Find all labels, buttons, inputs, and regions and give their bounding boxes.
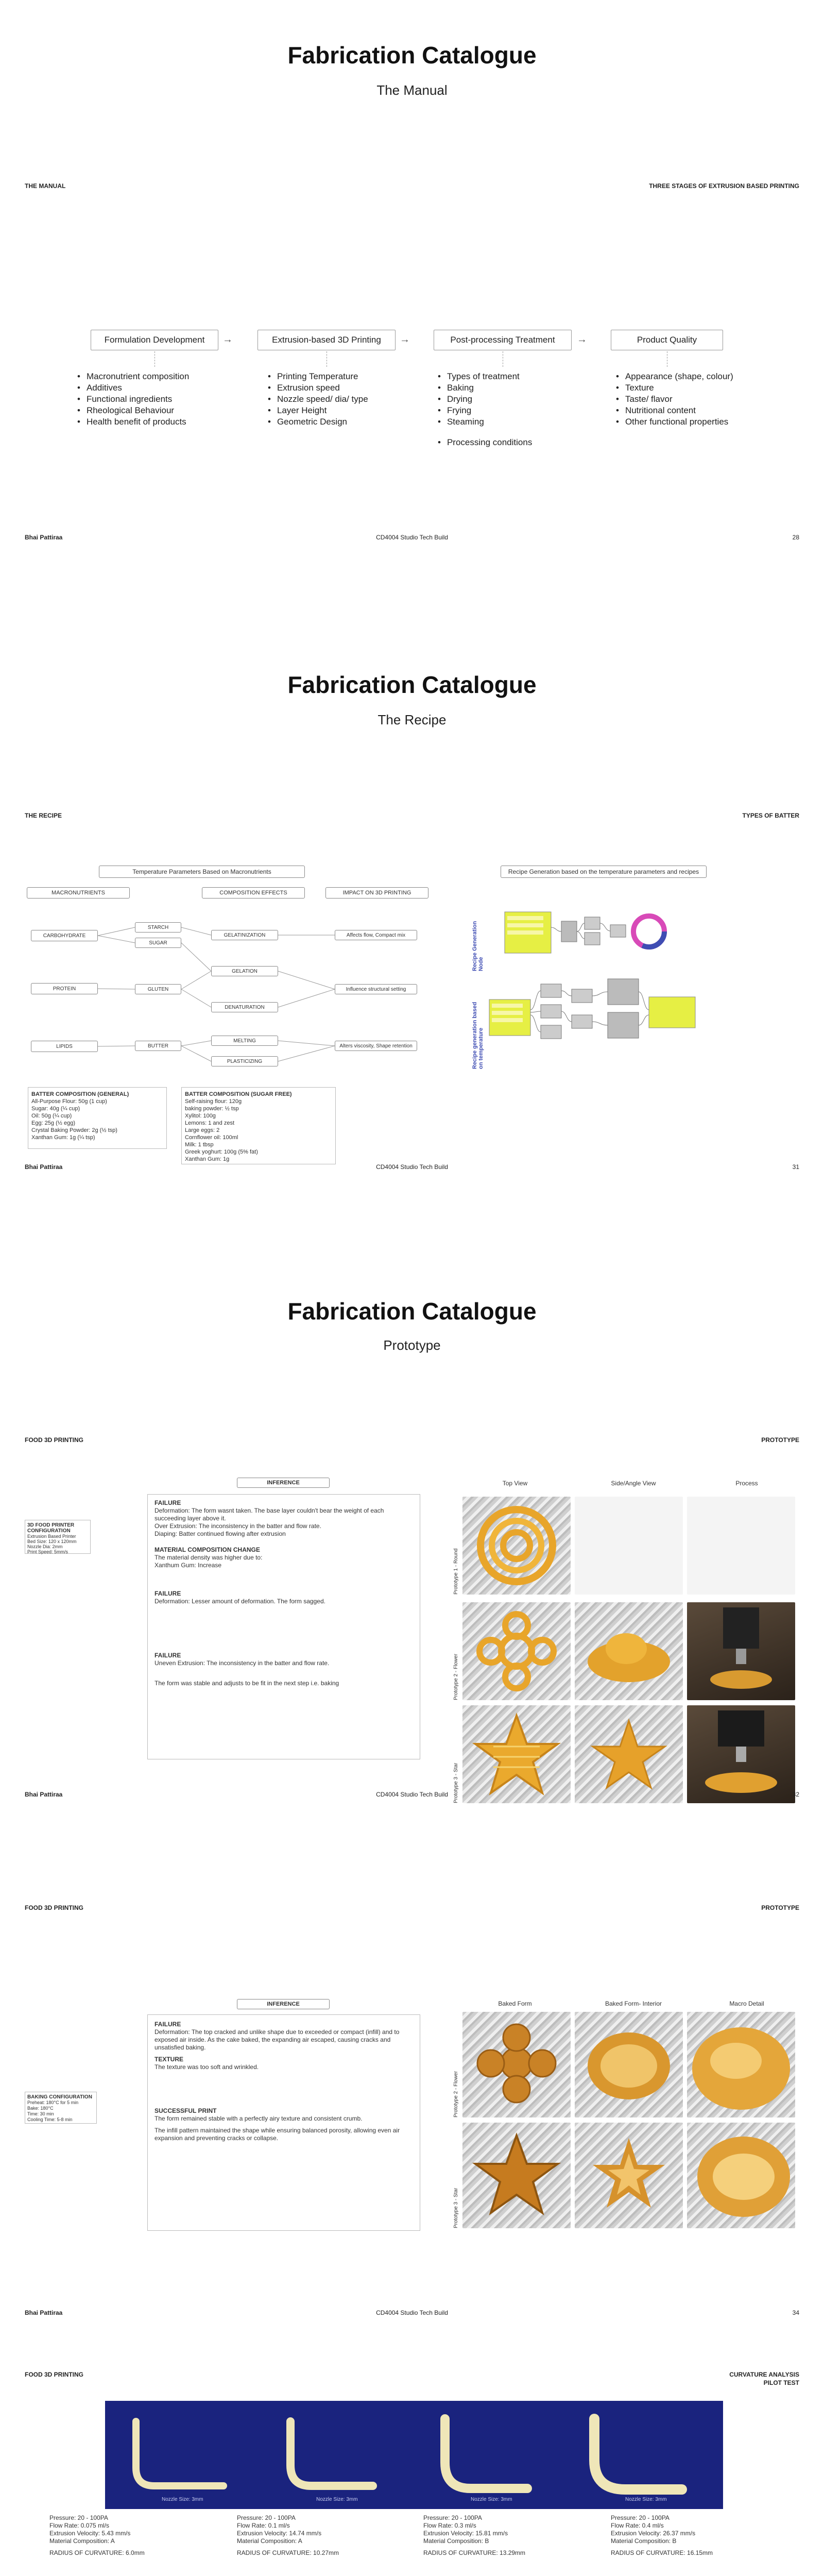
row-label: Prototype 3 - Star: [453, 1762, 459, 1803]
page5-corner-right2: PILOT TEST: [763, 2379, 799, 2386]
composition-line: Greek yoghurt: 100g (5% fat): [185, 1149, 258, 1155]
page5-corner-left: FOOD 3D PRINTING: [25, 2371, 84, 2378]
composition-line: Lemons: 1 and zest: [185, 1120, 235, 1126]
baked-photo: [575, 2012, 683, 2117]
panel-title-temperature: Temperature Parameters Based on Macronutrients: [99, 866, 305, 878]
config-line: Extrusion Based Printer: [27, 1534, 76, 1539]
config-line: Bed Size: 120 x 120mm: [27, 1539, 77, 1544]
page1-title: Fabrication Catalogue: [287, 42, 537, 69]
arrow-icon: →: [577, 334, 587, 345]
list-item: • Taste/ flavor: [616, 394, 733, 405]
note-text: The form remained stable with a perfectly airy texture and consistent crumb.: [154, 2115, 363, 2122]
column-header: Baked Form- Interior: [605, 2000, 662, 2007]
note-text: The material density was higher due to:: [154, 1554, 263, 1561]
macro-connectors: [0, 876, 443, 1082]
footer-author: Bhai Pattiraa: [25, 2309, 63, 2316]
photo-caption: Nozzle Size: 3mm: [625, 2497, 667, 2502]
stage-printing: [258, 330, 396, 350]
page3-title: Fabrication Catalogue: [287, 1298, 537, 1325]
spec-line: Extrusion Velocity: 14.74 mm/s: [237, 2530, 322, 2537]
footer-author: Bhai Pattiraa: [25, 534, 63, 541]
list-item: • Nutritional content: [616, 405, 733, 416]
list-item: • Additives: [77, 382, 189, 394]
page3-subtitle: Prototype: [383, 1337, 441, 1353]
spec-line: Pressure: 20 - 100PA: [423, 2514, 482, 2521]
list-item: • Geometric Design: [268, 416, 368, 428]
page1-corner-left: THE MANUAL: [25, 182, 66, 190]
composition-line: Xylitol: 100g: [185, 1113, 216, 1119]
stage-postprocess: [434, 330, 572, 350]
photo-caption: Nozzle Size: 3mm: [316, 2497, 358, 2502]
note-text: Diaping: Batter continued flowing after extrusion: [154, 1530, 286, 1537]
prototype-photo: [462, 1602, 571, 1700]
note-heading: MATERIAL COMPOSITION CHANGE: [154, 1546, 260, 1553]
composition-sugarfree-title: BATTER COMPOSITION (SUGAR FREE): [185, 1091, 292, 1097]
page3-corner-right: PROTOTYPE: [761, 1436, 799, 1444]
stage-label: Extrusion-based 3D Printing: [272, 335, 381, 345]
composition-line: Crystal Baking Powder: 2g (½ tsp): [31, 1127, 117, 1133]
impact-flow: Affects flow, Compact mix: [335, 930, 417, 940]
spec-line: RADIUS OF CURVATURE: 16.15mm: [611, 2549, 713, 2556]
config-line: Cooling Time: 5-8 min: [27, 2117, 73, 2122]
page1-subtitle: The Manual: [376, 82, 448, 98]
composition-line: Cornflower oil: 100ml: [185, 1134, 238, 1141]
page-number: 34: [792, 2309, 799, 2316]
spec-line: Pressure: 20 - 100PA: [237, 2514, 296, 2521]
page4-corner-left: FOOD 3D PRINTING: [25, 1904, 84, 1911]
column-header: Baked Form: [498, 2000, 532, 2007]
effect-plasticizing: PLASTICIZING: [211, 1056, 278, 1066]
curvature-photo-strip: [105, 2401, 723, 2509]
macro-lipids: LIPIDS: [31, 1041, 98, 1052]
printer-config-title: 3D FOOD PRINTER CONFIGURATION: [27, 1522, 75, 1534]
spec-line: Extrusion Velocity: 5.43 mm/s: [49, 2530, 131, 2537]
spec-line: Material Composition: A: [49, 2537, 115, 2545]
spec-line: Pressure: 20 - 100PA: [611, 2514, 670, 2521]
ingredient-butter: BUTTER: [135, 1041, 181, 1051]
side-label-top: Recipe Generation Node: [472, 921, 484, 971]
arrow-icon: →: [222, 334, 233, 345]
ingredient-starch: STARCH: [135, 922, 181, 933]
spec-line: RADIUS OF CURVATURE: 6.0mm: [49, 2549, 145, 2556]
footer-course: CD4004 Studio Tech Build: [376, 2309, 448, 2316]
note-heading: SUCCESSFUL PRINT: [154, 2107, 217, 2114]
note-text: Xanthum Gum: Increase: [154, 1562, 222, 1569]
spec-line: Flow Rate: 0.3 ml/s: [423, 2522, 476, 2529]
page1-corner-right: THREE STAGES OF EXTRUSION BASED PRINTING: [649, 182, 799, 190]
list-item: • Functional ingredients: [77, 394, 189, 405]
baked-photo: [462, 2123, 571, 2228]
prototype-photo: [462, 1705, 571, 1803]
composition-line: Large eggs: 2: [185, 1127, 220, 1133]
stage-label: Formulation Development: [104, 335, 205, 345]
note-text: The texture was too soft and wrinkled.: [154, 2063, 259, 2071]
page2-subtitle: The Recipe: [377, 712, 447, 727]
row-label: Prototype 1 - Round: [453, 1548, 459, 1595]
composition-line: Self-raising flour: 120g: [185, 1098, 242, 1105]
config-line: Bake: 180°C: [27, 2106, 54, 2111]
list-item: • Other functional properties: [616, 416, 733, 428]
spec-line: Flow Rate: 0.1 ml/s: [237, 2522, 290, 2529]
footer-author: Bhai Pattiraa: [25, 1163, 63, 1171]
spec-line: RADIUS OF CURVATURE: 10.27mm: [237, 2549, 339, 2556]
list-item: • Macronutrient composition: [77, 371, 189, 382]
page-number: 32: [792, 1791, 799, 1798]
page4-corner-right: PROTOTYPE: [761, 1904, 799, 1911]
spec-line: Extrusion Velocity: 26.37 mm/s: [611, 2530, 696, 2537]
composition-line: Milk: 1 tbsp: [185, 1142, 214, 1148]
prototype-photo: [575, 1705, 683, 1803]
row-label: Prototype 2 - Flower: [453, 1653, 459, 1700]
effect-denaturation: DENATURATION: [211, 1002, 278, 1012]
inference-header: INFERENCE: [237, 1478, 330, 1488]
stage-label: Post-processing Treatment: [450, 335, 555, 345]
spec-line: Material Composition: B: [423, 2537, 489, 2545]
baked-photo: [687, 2123, 795, 2228]
config-line: Preheat: 180°C for 5 min: [27, 2100, 79, 2105]
column-header: Side/Angle View: [611, 1480, 656, 1487]
stage-formulation: [91, 330, 218, 350]
page-number: 28: [792, 534, 799, 541]
composition-line: Xanthan Gum: 1g (¼ tsp): [31, 1134, 95, 1141]
column-header: Macro Detail: [729, 2000, 764, 2007]
composition-line: Sugar: 40g (¼ cup): [31, 1106, 80, 1112]
prototype-photo: [575, 1497, 683, 1595]
list-item: • Printing Temperature: [268, 371, 368, 382]
macro-carbohydrate: CARBOHYDRATE: [31, 930, 98, 941]
photo-caption: Nozzle Size: 3mm: [471, 2497, 512, 2502]
connector: [154, 351, 155, 367]
photo-caption: Nozzle Size: 3mm: [162, 2497, 203, 2502]
note-heading: FAILURE: [154, 1652, 181, 1659]
page2-corner-left: THE RECIPE: [25, 812, 62, 819]
row-label: Prototype 3 - Star: [453, 2188, 459, 2228]
list-item: • Extrusion speed: [268, 382, 368, 394]
list-item: • Types of treatment: [438, 371, 532, 382]
baking-config-title: BAKING CONFIGURATION: [27, 2094, 92, 2100]
printer-config: [25, 1520, 91, 1554]
spec-line: Material Composition: B: [611, 2537, 677, 2545]
list-item: • Frying: [438, 405, 532, 416]
composition-line: Oil: 50g (¼ cup): [31, 1113, 72, 1119]
stage-list-quality: [616, 371, 733, 428]
page3-corner-left: FOOD 3D PRINTING: [25, 1436, 84, 1444]
note-text: Uneven Extrusion: The inconsistency in the batter and flow rate.: [154, 1659, 330, 1667]
page5-corner-right: CURVATURE ANALYSIS: [729, 2371, 799, 2378]
prototype-photo: [462, 1497, 571, 1595]
note-text: Over Extrusion: The inconsistency in the batter and flow rate.: [154, 1522, 321, 1530]
effect-melting: MELTING: [211, 1036, 278, 1046]
prototype-photo: [687, 1705, 795, 1803]
list-item: • Texture: [616, 382, 733, 394]
note-text: The infill pattern maintained the shape while ensuring balanced porosity, allowing even air expansion and preventing cracks or collapse.: [154, 2127, 400, 2142]
effect-gelatinization: GELATINIZATION: [211, 930, 278, 940]
inference-header: INFERENCE: [237, 1999, 330, 2009]
impact-viscosity: Alters viscosity, Shape retention: [335, 1041, 417, 1051]
composition-line: All-Purpose Flour: 50g (1 cup): [31, 1098, 107, 1105]
stage-list-printing: [268, 371, 368, 428]
note-text: Deformation: The form wasnt taken. The base layer couldn't bear the weight of each succeeding layer above it.: [154, 1507, 384, 1522]
spec-block: [423, 2514, 552, 2557]
arrow-icon: →: [400, 334, 410, 345]
list-item: • Processing conditions: [438, 437, 532, 448]
note-text: The form was stable and adjusts to be fit in the next step i.e. baking: [154, 1680, 339, 1687]
composition-line: Egg: 25g (½ egg): [31, 1120, 76, 1126]
ingredient-gluten: GLUTEN: [135, 984, 181, 994]
composition-general-title: BATTER COMPOSITION (GENERAL): [31, 1091, 129, 1097]
spec-line: Flow Rate: 0.4 ml/s: [611, 2522, 664, 2529]
footer-course: CD4004 Studio Tech Build: [376, 1791, 448, 1798]
impact-structure: Influence structural setting: [335, 984, 417, 994]
row-label: Prototype 2 - Flower: [453, 2071, 459, 2117]
composition-sugarfree: [181, 1087, 336, 1164]
baked-photo: [462, 2012, 571, 2117]
composition-general: [28, 1087, 167, 1149]
list-item: • Baking: [438, 382, 532, 394]
list-item: • Steaming: [438, 416, 532, 428]
config-line: Nozzle Dia: 2mm: [27, 1544, 63, 1549]
ingredient-sugar: SUGAR: [135, 938, 181, 948]
recipe-node-graph: [484, 907, 731, 1082]
spec-line: RADIUS OF CURVATURE: 13.29mm: [423, 2549, 526, 2556]
prototype-photo: [687, 1602, 795, 1700]
note-text: Deformation: Lesser amount of deformation. The form sagged.: [154, 1598, 325, 1605]
config-line: Print Speed: 5mm/s: [27, 1549, 68, 1554]
stage-list-postprocess: [438, 371, 532, 448]
list-item: • Layer Height: [268, 405, 368, 416]
effect-gelation: GELATION: [211, 966, 278, 976]
column-header: Process: [735, 1480, 758, 1487]
spec-line: Material Composition: A: [237, 2537, 302, 2545]
page2-title: Fabrication Catalogue: [287, 671, 537, 698]
config-line: Time: 30 min: [27, 2111, 54, 2116]
column-macronutrients: MACRONUTRIENTS: [27, 887, 130, 899]
column-effects: COMPOSITION EFFECTS: [202, 887, 305, 899]
baked-photo: [687, 2012, 795, 2117]
page2-corner-right: TYPES OF BATTER: [742, 812, 799, 819]
list-item: • Health benefit of products: [77, 416, 189, 428]
list-item: • Drying: [438, 394, 532, 405]
column-header: Top View: [502, 1480, 528, 1487]
list-item: • Nozzle speed/ dia/ type: [268, 394, 368, 405]
note-heading: FAILURE: [154, 1499, 181, 1506]
footer-course: CD4004 Studio Tech Build: [376, 1163, 448, 1171]
inference-notes: [154, 2021, 412, 2146]
prototype-photo: [575, 1602, 683, 1700]
baked-photo: [575, 2123, 683, 2228]
page-number: 31: [792, 1163, 799, 1171]
baking-config: [25, 2092, 97, 2124]
spec-line: Pressure: 20 - 100PA: [49, 2514, 108, 2521]
footer-author: Bhai Pattiraa: [25, 1791, 63, 1798]
inference-notes: [154, 1499, 412, 1691]
stage-quality: [611, 330, 723, 350]
side-label-bottom: Recipe generation based on temperature: [472, 1002, 484, 1069]
footer-course: CD4004 Studio Tech Build: [376, 534, 448, 541]
spec-line: Flow Rate: 0.075 ml/s: [49, 2522, 110, 2529]
spec-block: [611, 2514, 740, 2557]
note-heading: FAILURE: [154, 1590, 181, 1597]
macro-protein: PROTEIN: [31, 983, 98, 994]
composition-line: baking powder: ½ tsp: [185, 1106, 239, 1112]
note-text: Deformation: The top cracked and unlike shape due to exceeded or compact (infill) and to exposed air inside. As the cake baked, the expanding air escaped, causing cracks and unsatisfied baking.: [154, 2028, 400, 2051]
spec-line: Extrusion Velocity: 15.81 mm/s: [423, 2530, 508, 2537]
note-heading: FAILURE: [154, 2021, 181, 2028]
stage-list-formulation: [77, 371, 189, 428]
stage-label: Product Quality: [637, 335, 697, 345]
panel-title-recipe: Recipe Generation based on the temperature parameters and recipes: [501, 866, 707, 878]
prototype-photo: [687, 1497, 795, 1595]
spec-block: [237, 2514, 366, 2557]
spec-block: [49, 2514, 178, 2557]
note-heading: TEXTURE: [154, 2056, 184, 2063]
column-impact: IMPACT ON 3D PRINTING: [325, 887, 428, 899]
list-item: • Rheological Behaviour: [77, 405, 189, 416]
list-item: • Appearance (shape, colour): [616, 371, 733, 382]
composition-line: Xanthan Gum: 1g: [185, 1156, 230, 1162]
